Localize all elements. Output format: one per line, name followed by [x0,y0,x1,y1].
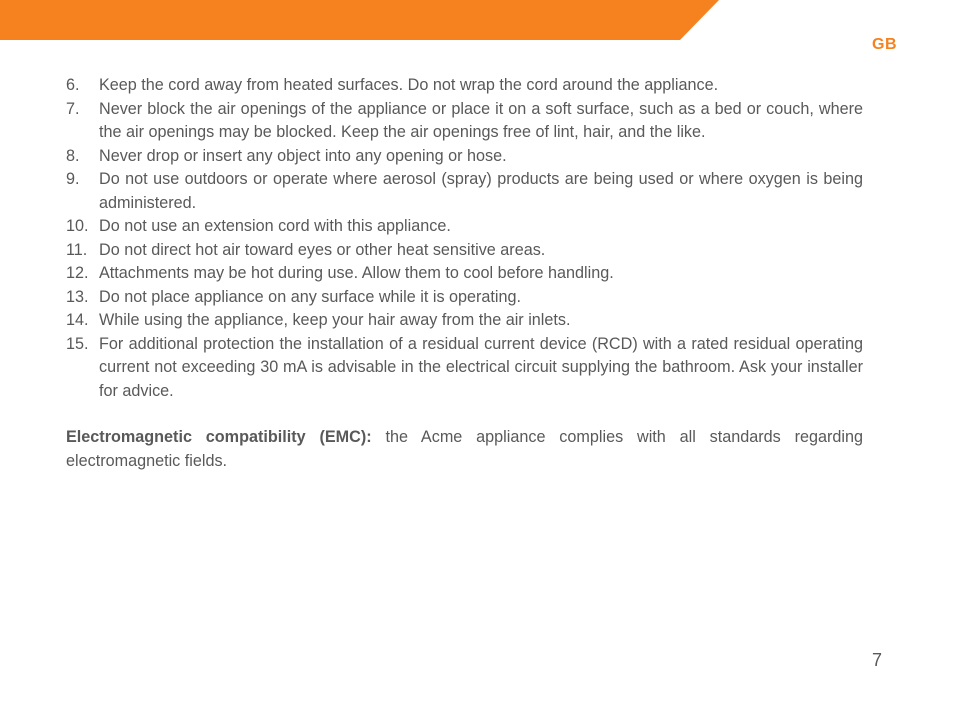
list-item [66,74,863,98]
document-body [66,74,863,473]
list-item-number: 6. [66,76,80,94]
list-item-number: 9. [66,170,80,188]
emc-heading: Electromagnetic compatibility (EMC): [66,428,372,446]
list-item-text: Never block the air openings of the appliance or place it on a soft surface, such as a bed or couch, where the air openings may be blocked. Keep the air openings free of lint, hair, and the like. [99,99,863,141]
list-item-number: 14. [66,311,89,329]
list-item [66,333,863,404]
list-item-text: Keep the cord away from heated surfaces. Do not wrap the cord around the appliance. [99,76,719,94]
list-item-text: While using the appliance, keep your hair away from the air inlets. [99,311,571,329]
list-item-text: Do not use outdoors or operate where aerosol (spray) products are being used or where oxygen is being administered. [99,170,863,212]
emc-paragraph [66,426,863,473]
list-item-text: Never drop or insert any object into any opening or hose. [99,146,507,165]
emc-text: the Acme appliance complies with all standards regarding electromagnetic fields. [66,428,864,470]
list-item-number: 15. [66,334,89,353]
list-item [66,145,863,169]
list-item [66,309,863,333]
list-item-text: Do not direct hot air toward eyes or other heat sensitive areas. [99,240,546,259]
page-number: 7 [872,650,883,670]
list-item [66,168,863,215]
safety-instructions-list [66,74,863,403]
list-item [66,262,863,286]
list-item-number: 10. [66,217,89,235]
list-item-number: 11. [66,240,88,259]
list-item-number: 12. [66,264,89,282]
list-item-number: 7. [66,99,80,118]
list-item-text: Do not place appliance on any surface while it is operating. [99,287,522,306]
list-item-text: For additional protection the installation of a residual current device (RCD) with a rated residual operating current not exceeding 30 mA is advisable in the electrical circuit supplying the bathroom. Ask your installer for advice. [99,334,863,400]
list-item [66,98,863,145]
list-item-number: 13. [66,287,89,306]
list-item [66,286,863,310]
list-item [66,239,863,263]
orange-header-band [0,0,954,40]
list-item-number: 8. [66,146,80,165]
list-item-text: Do not use an extension cord with this appliance. [99,217,451,235]
list-item-text: Attachments may be hot during use. Allow them to cool before handling. [99,264,614,282]
list-item [66,215,863,239]
language-label: GB [872,36,897,53]
